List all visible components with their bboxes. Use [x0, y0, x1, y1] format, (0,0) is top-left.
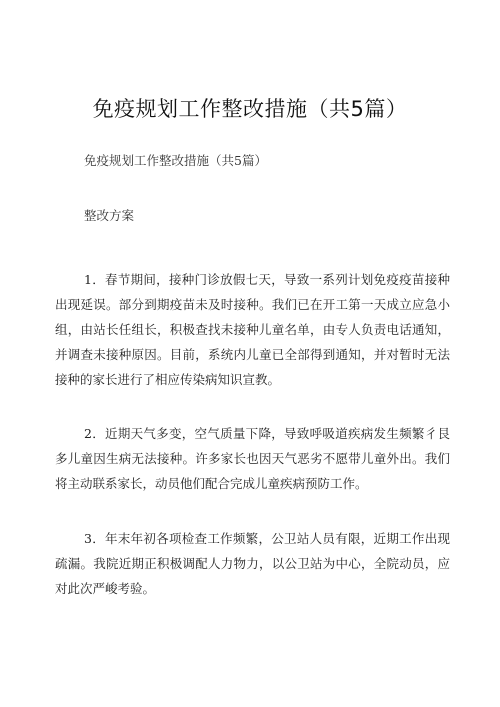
document-title: 免疫规划工作整改措施（共5篇）: [92, 97, 408, 121]
paragraph-1: 1．春节期间，接种门诊放假七天，导致一系列计划免疫疫苗接种出现延误。部分到期疫苗未及时接种。我们已在开工第一天成立应急小组，由站长任组长，积极查找未接种儿童名单，由专人负责电话通知，并调查未接种原因。目前，系统内儿童已全部得到通知，并对暂时无法接种的家长进行了相应传染病知识宣教。: [55, 271, 450, 387]
section-heading: 整改方案: [84, 208, 135, 223]
paragraph-3: 3．年末年初各项检查工作频繁，公卫站人员有限，近期工作出现疏漏。我院近期正积极调配人力物力，以公卫站为中心，全院动员，应对此次严峻考验。: [55, 530, 450, 596]
document-subtitle: 免疫规划工作整改措施（共5篇）: [84, 153, 267, 168]
paragraph-2: 2．近期天气多变，空气质量下降，导致呼吸道疾病发生频繁彳艮多儿童因生病无法接种。许多家长也因天气恶劣不愿带儿童外出。我们将主动联系家长，动员他们配合完成儿童疾病预防工作。: [55, 425, 450, 491]
